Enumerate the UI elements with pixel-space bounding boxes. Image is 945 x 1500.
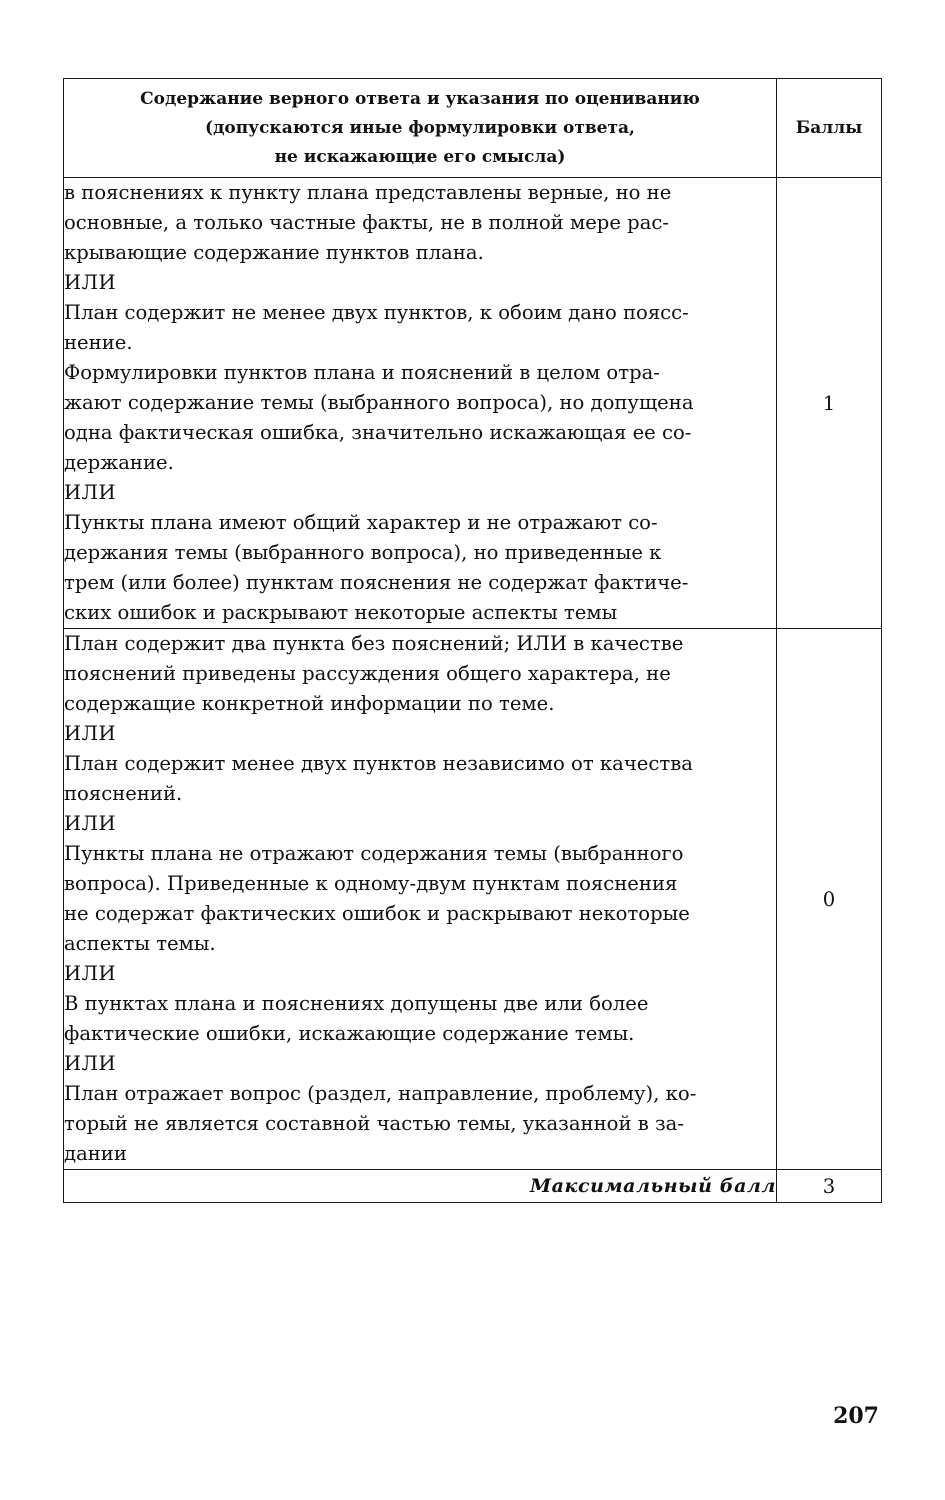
criteria-line: содержащие конкретной информации по теме. — [64, 692, 555, 715]
grading-criteria-table — [63, 78, 882, 1203]
criteria-line: трем (или более) пунктам пояснения не содержат фактиче- — [64, 571, 689, 594]
table-row-score-0 — [64, 629, 882, 1170]
or-separator: ИЛИ — [64, 481, 117, 504]
criteria-line: держание. — [64, 451, 174, 474]
criteria-line: В пунктах плана и пояснениях допущены две или более — [64, 992, 649, 1015]
score-value: 1 — [777, 178, 882, 629]
criteria-line: торый не является составной частью темы, указанной в за- — [64, 1112, 684, 1135]
criteria-line: основные, а только частные факты, не в полной мере рас- — [64, 211, 669, 234]
criteria-line: Формулировки пунктов плана и пояснений в целом отра- — [64, 361, 660, 384]
table-footer-row — [64, 1170, 882, 1203]
page-number: 207 — [833, 1403, 879, 1429]
criteria-line: вопроса). Приведенные к одному-двум пунктам пояснения — [64, 872, 678, 895]
or-separator: ИЛИ — [64, 962, 117, 985]
or-separator: ИЛИ — [64, 1052, 117, 1075]
criteria-line: План содержит два пункта без пояснений; ИЛИ в качестве — [64, 632, 684, 655]
score-value: 0 — [777, 629, 882, 1170]
criteria-line: жают содержание темы (выбранного вопроса), но допущена — [64, 391, 694, 414]
criteria-line: План содержит менее двух пунктов независимо от качества — [64, 752, 693, 775]
content-header-line: Содержание верного ответа и указания по оцениванию — [140, 88, 700, 109]
criteria-line: не содержат фактических ошибок и раскрывают некоторые — [64, 902, 690, 925]
max-score-label: Максимальный балл — [64, 1170, 777, 1203]
content-header-line: не искажающие его смысла) — [274, 146, 566, 167]
criteria-line: пояснений приведены рассуждения общего характера, не — [64, 662, 671, 685]
criteria-line: фактические ошибки, искажающие содержание темы. — [64, 1022, 635, 1045]
content-header — [64, 79, 777, 178]
criteria-line: План отражает вопрос (раздел, направление, проблему), ко- — [64, 1082, 697, 1105]
criteria-line: План содержит не менее двух пунктов, к обоим дано поясс- — [64, 301, 689, 324]
criteria-line: Пункты плана не отражают содержания темы (выбранного — [64, 842, 684, 865]
criteria-line: пояснений. — [64, 782, 183, 805]
criteria-line: дании — [64, 1142, 127, 1165]
criteria-line: нение. — [64, 331, 133, 354]
score-header: Баллы — [777, 79, 882, 178]
table-header-row — [64, 79, 882, 178]
criteria-line: в пояснениях к пункту плана представлены верные, но не — [64, 181, 672, 204]
table-row-score-1 — [64, 178, 882, 629]
criteria-line: Пункты плана имеют общий характер и не отражают со- — [64, 511, 658, 534]
or-separator: ИЛИ — [64, 271, 117, 294]
criteria-cell — [64, 178, 777, 629]
criteria-cell — [64, 629, 777, 1170]
criteria-line: ских ошибок и раскрывают некоторые аспекты темы — [64, 601, 618, 624]
criteria-line: держания темы (выбранного вопроса), но приведенные к — [64, 541, 662, 564]
criteria-line: крывающие содержание пунктов плана. — [64, 241, 484, 264]
or-separator: ИЛИ — [64, 722, 117, 745]
criteria-line: аспекты темы. — [64, 932, 216, 955]
max-score-value: 3 — [777, 1170, 882, 1203]
criteria-line: одна фактическая ошибка, значительно искажающая ее со- — [64, 421, 692, 444]
or-separator: ИЛИ — [64, 812, 117, 835]
content-header-line: (допускаются иные формулировки ответа, — [205, 117, 635, 138]
